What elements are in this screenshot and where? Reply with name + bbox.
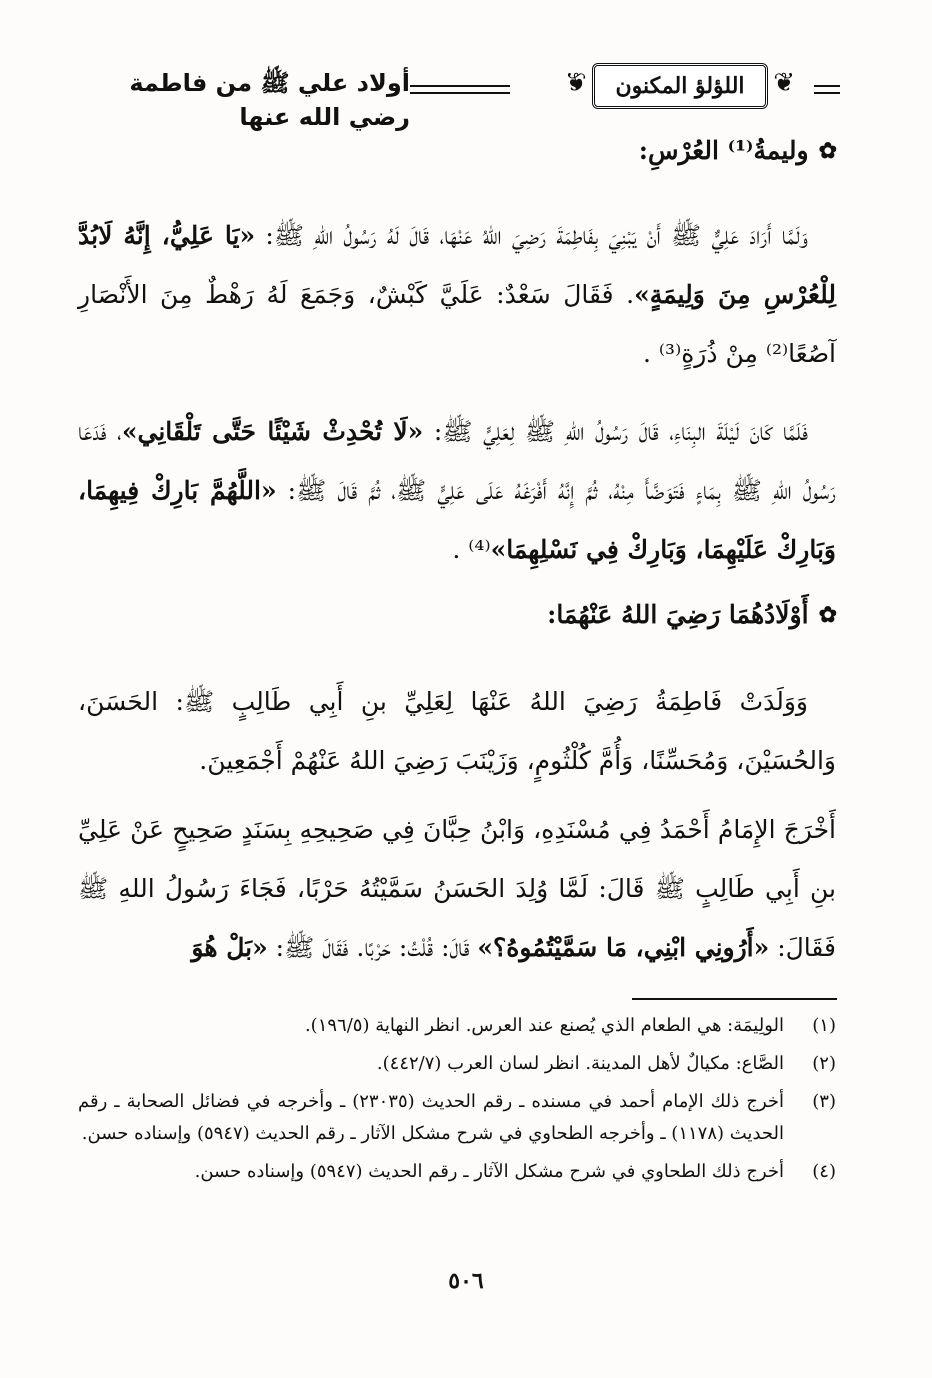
section-heading-text: أَوْلَادُهُمَا رَضِيَ اللهُ عَنْهُمَا:	[547, 600, 809, 629]
hadith-quote: «اللَّهُمَّ بَارِكْ فِيهِمَا، وَبَارِكْ عَلَيْهِمَا، وَبَارِكْ فِي نَسْلِهِمَا»	[78, 476, 836, 564]
page-header	[70, 52, 840, 131]
paragraph-text: وَلَمَّا أَرَادَ عَلِيٌّ ﷺ أَنْ يَبْنِيَ بِفَاطِمَةَ رَضِيَ اللهُ عَنْهَا، قَالَ لَهُ رَسُولُ اللهِ ﷺ:	[255, 221, 809, 250]
paragraph-text: قَالَ: قُلْتُ: حَرْبًا. فَقَالَ ﷺ:	[267, 933, 478, 962]
paragraph-wedding-night	[78, 402, 836, 579]
paragraph-text: وَوَلَدَتْ فَاطِمَةُ رَضِيَ اللهُ عَنْهَا لِعَلِيِّ بنِ أَبِي طَالِبٍ ﷺ: الحَسَنَ، وَالحُسَيْنَ، وَمُحَسِّنًا، وَأُمَّ كُلْثُومٍ، وَزَيْنَبَ رَضِيَ اللهُ عَنْهُمْ أَجْمَعِينَ.	[78, 687, 836, 775]
footnote-number: (٣)	[812, 1091, 836, 1112]
hadith-quote: «لَا تُحْدِثْ شَيْئًا حَتَّى تَلْقَانِي»	[121, 417, 424, 446]
footnote-text: الولِيمَة: هي الطعام الذي يُصنع عند العرس. انظر النهاية (١٩٦/٥).	[304, 1015, 784, 1036]
footnote-number: (٤)	[812, 1161, 836, 1182]
paragraph-text: ، فَدَعَا رَسُولُ اللهِ ﷺ بِمَاءٍ فَتَوَضَّأَ مِنْهُ، ثُمَّ إِنَّهُ أَفْرَغَهُ عَلَى عَلِيٍّ ﷺ، ثُمَّ قَالَ ﷺ:	[78, 417, 836, 505]
section-heading-text: وليمةُ⁽¹⁾ العُرْسِ:	[638, 136, 809, 165]
section-heading-children	[547, 600, 837, 629]
page-number: ٥٠٦	[448, 1268, 484, 1294]
paragraph-children	[78, 672, 836, 790]
hadith-quote: «بَلْ هُوَ	[191, 933, 268, 962]
header-rule-left	[410, 85, 510, 94]
paragraph-text: . فَقَالَ سَعْدٌ: عَلَيَّ كَبْشٌ، وَجَمَعَ لَهُ رَهْطٌ مِنَ الأَنْصَارِ آصُعًا⁽²⁾ مِنْ ذُرَةٍ⁽³⁾ .	[78, 280, 836, 368]
footnote-text: أخرج ذلك الطحاوي في شرح مشكل الآثار ـ رقم الحديث (٥٩٤٧) وإسناده حسن.	[194, 1161, 784, 1182]
footnote-text: أخرج ذلك الإمام أحمد في مسنده ـ رقم الحديث (٢٣٠٣٥) ـ وأخرجه في فضائل الصحابة ـ رقم الحديث (١١٧٨) ـ وأخرجه الطحاوي في شرح مشكل الآثار ـ رقم الحديث (٥٩٤٧) وإسناده حسن.	[78, 1091, 785, 1144]
footnote-ref: ⁽⁴⁾ .	[452, 535, 491, 564]
book-title: ❦ اللؤلؤ المكنون	[615, 73, 745, 99]
paragraph-text: فَلَمَّا كَانَ لَيْلَةَ البِنَاءِ، قَالَ رَسُولُ اللهِ ﷺ لِعَلِيٍّ ﷺ:	[423, 417, 809, 446]
footnote-number: (١)	[812, 1015, 836, 1036]
footnote-separator	[632, 998, 837, 1000]
footnotes	[78, 1010, 836, 1194]
footnote-number: (٢)	[812, 1053, 836, 1074]
footnote-item	[78, 1156, 836, 1188]
footnote-text: الصَّاع: مكيالٌ لأهل المدينة. انظر لسان العرب (٤٤٢/٧).	[376, 1053, 784, 1074]
chapter-title: أولاد علي ﷺ من فاطمة رضي الله عنها	[129, 69, 410, 131]
paragraph-text: أَخْرَجَ الإِمَامُ أَحْمَدُ فِي مُسْنَدِهِ، وَابْنُ حِبَّانَ فِي صَحِيحِهِ بِسَنَدٍ صَحِيحٍ عَنْ عَلِيِّ بنِ أَبِي طَالِبٍ ﷺ قَالَ: لَمَّا وُلِدَ الحَسَنُ سَمَّيْتُهُ حَرْبًا، فَجَاءَ رَسُولُ اللهِ ﷺ فَقَالَ:	[78, 815, 836, 962]
footnote-item	[78, 1048, 836, 1080]
footnote-item	[78, 1086, 836, 1150]
flower-bullet-icon: ✿	[818, 137, 837, 164]
flower-bullet-icon: ✿	[818, 601, 837, 628]
header-badge	[530, 58, 830, 114]
paragraph-hadith-naming	[78, 800, 836, 977]
hadith-quote: «أَرُونِي ابْنِي، مَا سَمَّيْتُمُوهُ؟»	[477, 933, 770, 962]
footnote-item	[78, 1010, 836, 1042]
floral-ornament-icon	[592, 63, 768, 109]
section-heading-walima	[639, 136, 837, 165]
hadith-quote: «يَا عَلِيُّ، إِنَّهُ لَابُدَّ لِلْعُرْسِ مِنَ وَلِيمَةٍ»	[78, 221, 836, 309]
paragraph-walima	[78, 206, 836, 383]
